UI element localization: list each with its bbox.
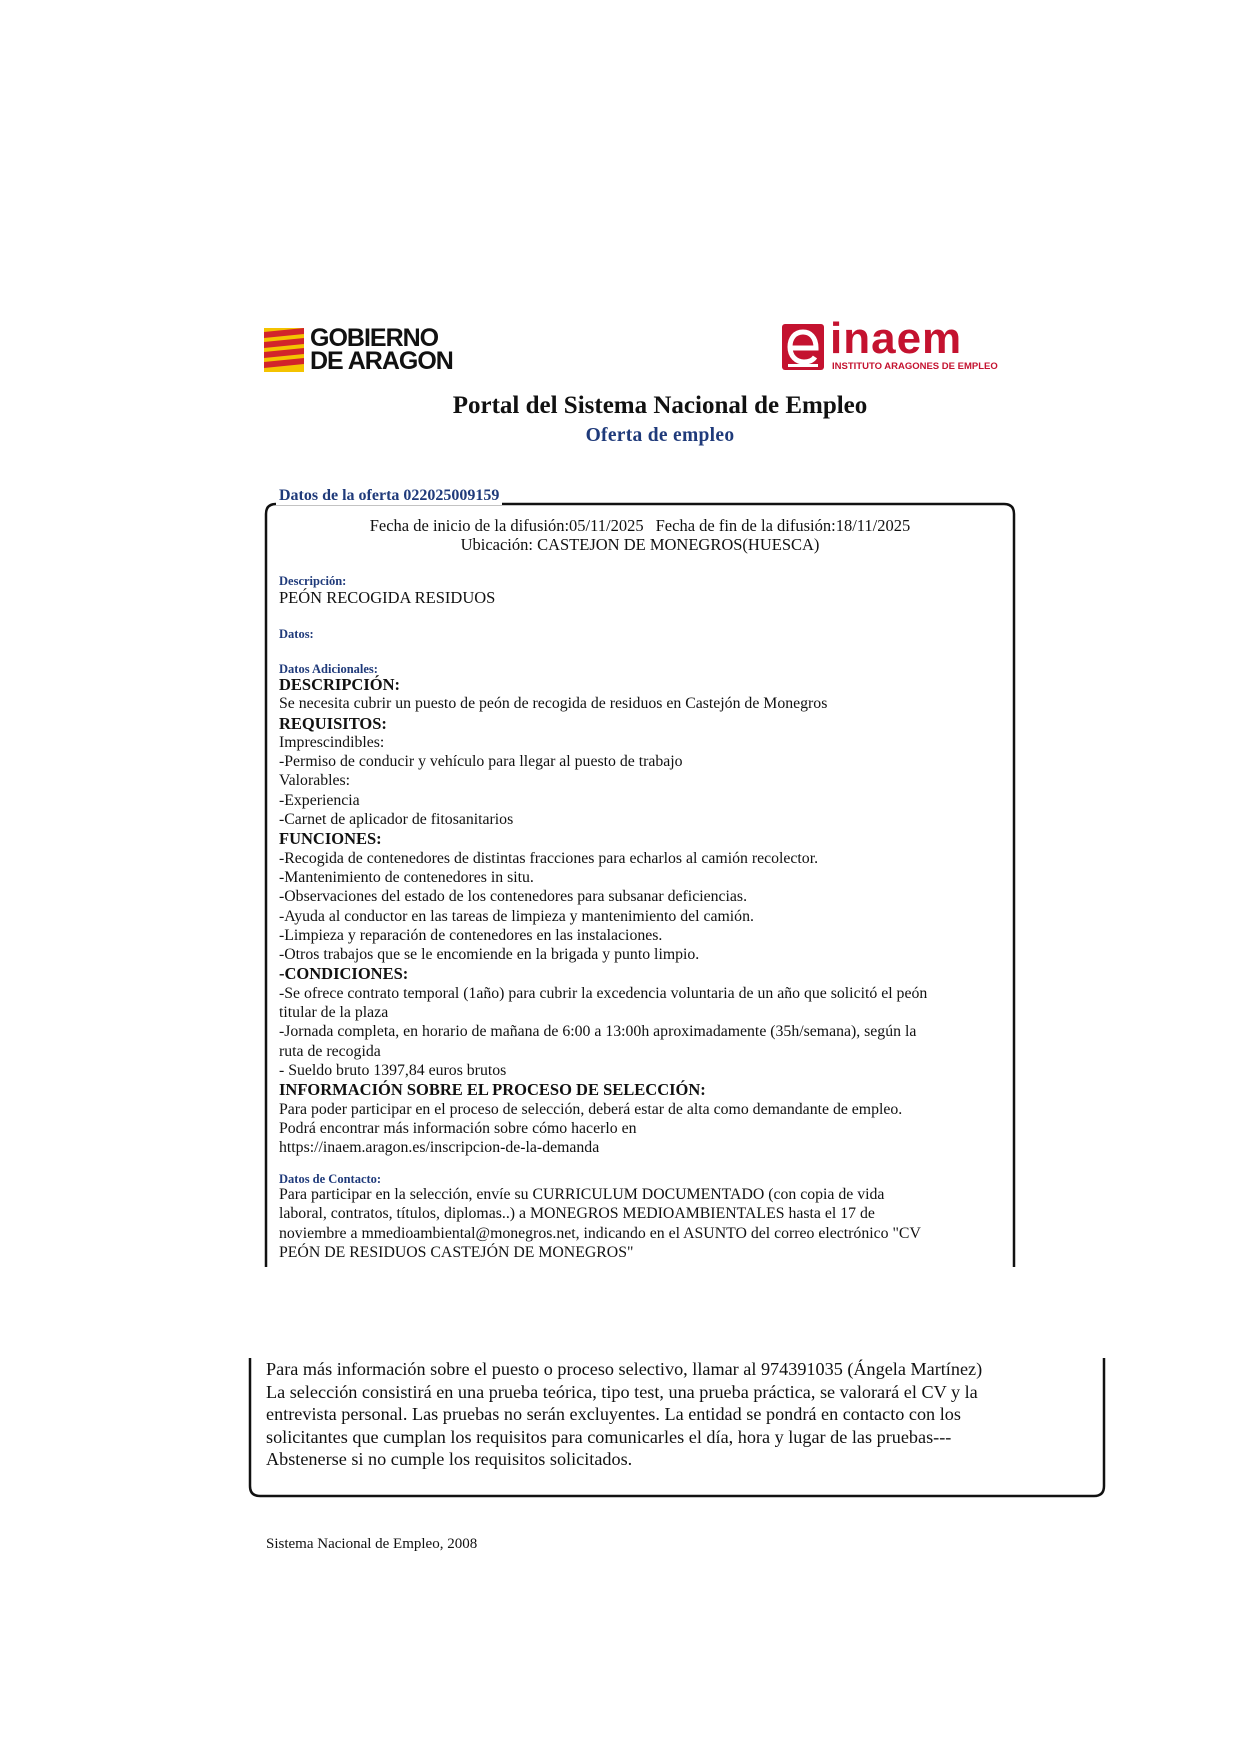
location: Ubicación: CASTEJON DE MONEGROS(HUESCA) xyxy=(460,535,820,554)
additional-data-list xyxy=(279,675,1004,1157)
additional-data-label: Datos Adicionales: xyxy=(279,662,378,676)
contact-label: Datos de Contacto: xyxy=(279,1172,382,1186)
extra-text-line: solicitantes que cumplan los requisitos para comunicarles el día, hora y lugar de las pruebas--- xyxy=(266,1426,952,1447)
contact-text-line: noviembre a mmedioambiental@monegros.net, indicando en el ASUNTO del correo electrónico "CV xyxy=(279,1224,921,1242)
extra-info-frame xyxy=(248,1358,1106,1498)
description-label: Descripción: xyxy=(279,574,347,588)
diffusion-dates xyxy=(264,516,1016,536)
offer-text-line: -Limpieza y reparación de contenedores en las instalaciones. xyxy=(279,926,663,944)
offer-legend: Datos de la oferta 022025009159 xyxy=(276,487,502,505)
extra-text-line: Abstenerse si no cumple los requisitos solicitados. xyxy=(266,1449,633,1469)
offer-text-line: Podrá encontrar más información sobre cómo hacerlo en xyxy=(279,1119,637,1137)
inaem-logo xyxy=(782,314,998,374)
section-heading: -CONDICIONES: xyxy=(279,964,409,984)
inaem-e-mark-icon xyxy=(782,324,824,370)
offer-text-line: ruta de recogida xyxy=(279,1042,381,1060)
contact-text-line: laboral, contratos, títulos, diplomas..) a MONEGROS MEDIOAMBIENTALES hasta el 17 de xyxy=(279,1205,875,1223)
aragon-flag-icon xyxy=(264,328,304,372)
gobierno-aragon-logo xyxy=(264,326,453,374)
gobierno-aragon-wordmark xyxy=(310,324,453,375)
description-value: PEÓN RECOGIDA RESIDUOS xyxy=(279,588,496,607)
offer-text-line: https://inaem.aragon.es/inscripcion-de-la-demanda xyxy=(279,1139,600,1157)
extra-text-line: La selección consistirá en una prueba teórica, tipo test, una prueba práctica, se valorará el CV y la xyxy=(266,1381,978,1402)
offer-text-line: Se necesita cubrir un puesto de peón de recogida de residuos en Castejón de Monegros xyxy=(279,695,828,713)
offer-text-line: -Otros trabajos que se le encomiende en la brigada y punto limpio. xyxy=(279,946,700,964)
inaem-subtitle: INSTITUTO ARAGONES DE EMPLEO xyxy=(832,361,998,372)
offer-text-line: -Permiso de conducir y vehículo para llegar al puesto de trabajo xyxy=(279,753,683,771)
section-heading: FUNCIONES: xyxy=(279,829,382,849)
data-label: Datos: xyxy=(279,627,314,641)
page-title: Portal del Sistema Nacional de Empleo xyxy=(452,392,868,419)
page-subtitle: Oferta de empleo xyxy=(585,425,735,446)
start-date: Fecha de inicio de la difusión:05/11/2025 xyxy=(369,516,644,535)
offer-text-line: - Sueldo bruto 1397,84 euros brutos xyxy=(279,1061,507,1079)
inaem-wordmark: inaem xyxy=(830,314,963,363)
section-heading: DESCRIPCIÓN: xyxy=(279,675,401,694)
extra-text-line: Para más información sobre el puesto o proceso selectivo, llamar al 974391035 (Ángela Martínez) xyxy=(266,1359,983,1379)
aragon-line: DE ARAGON xyxy=(310,347,453,375)
offer-text-line: -Jornada completa, en horario de mañana de 6:00 a 13:00h aproximadamente (35h/semana), según la xyxy=(279,1023,917,1041)
extra-info-text xyxy=(266,1358,1096,1471)
offer-text-line: -Mantenimiento de contenedores in situ. xyxy=(279,868,534,886)
offer-text-line: -Se ofrece contrato temporal (1año) para cubrir la excedencia voluntaria de un año que solicitó el peón xyxy=(279,984,928,1002)
footer-note: Sistema Nacional de Empleo, 2008 xyxy=(266,1536,478,1552)
gobierno-line: GOBIERNO xyxy=(310,324,439,352)
section-heading: REQUISITOS: xyxy=(279,713,387,733)
offer-text-line: Para poder participar en el proceso de selección, deberá estar de alta como demandante de empleo. xyxy=(279,1100,903,1118)
offer-frame xyxy=(264,487,1016,1267)
offer-text-line: -Ayuda al conductor en las tareas de limpieza y mantenimiento del camión. xyxy=(279,907,754,925)
extra-text-line: entrevista personal. Las pruebas no serán excluyentes. La entidad se pondrá en contacto con los xyxy=(266,1404,961,1424)
contact-text-line: Para participar en la selección, envíe su CURRICULUM DOCUMENTADO (con copia de vida xyxy=(279,1186,885,1203)
offer-text-line: -Recogida de contenedores de distintas fracciones para echarlos al camión recolector. xyxy=(279,849,819,867)
end-date: Fecha de fin de la difusión:18/11/2025 xyxy=(655,516,911,535)
offer-text-line: -Carnet de aplicador de fitosanitarios xyxy=(279,811,514,829)
contact-list xyxy=(279,1185,1004,1262)
offer-text-line: -Experiencia xyxy=(279,791,360,809)
offer-text-line: -Observaciones del estado de los contenedores para subsanar deficiencias. xyxy=(279,888,748,906)
section-heading: INFORMACIÓN SOBRE EL PROCESO DE SELECCIÓN: xyxy=(279,1080,706,1100)
contact-text-line: PEÓN DE RESIDUOS CASTEJÓN DE MONEGROS" xyxy=(279,1243,634,1261)
offer-text-line: Valorables: xyxy=(279,772,351,790)
offer-text-line: titular de la plaza xyxy=(279,1004,389,1022)
offer-text-line: Imprescindibles: xyxy=(279,733,385,751)
